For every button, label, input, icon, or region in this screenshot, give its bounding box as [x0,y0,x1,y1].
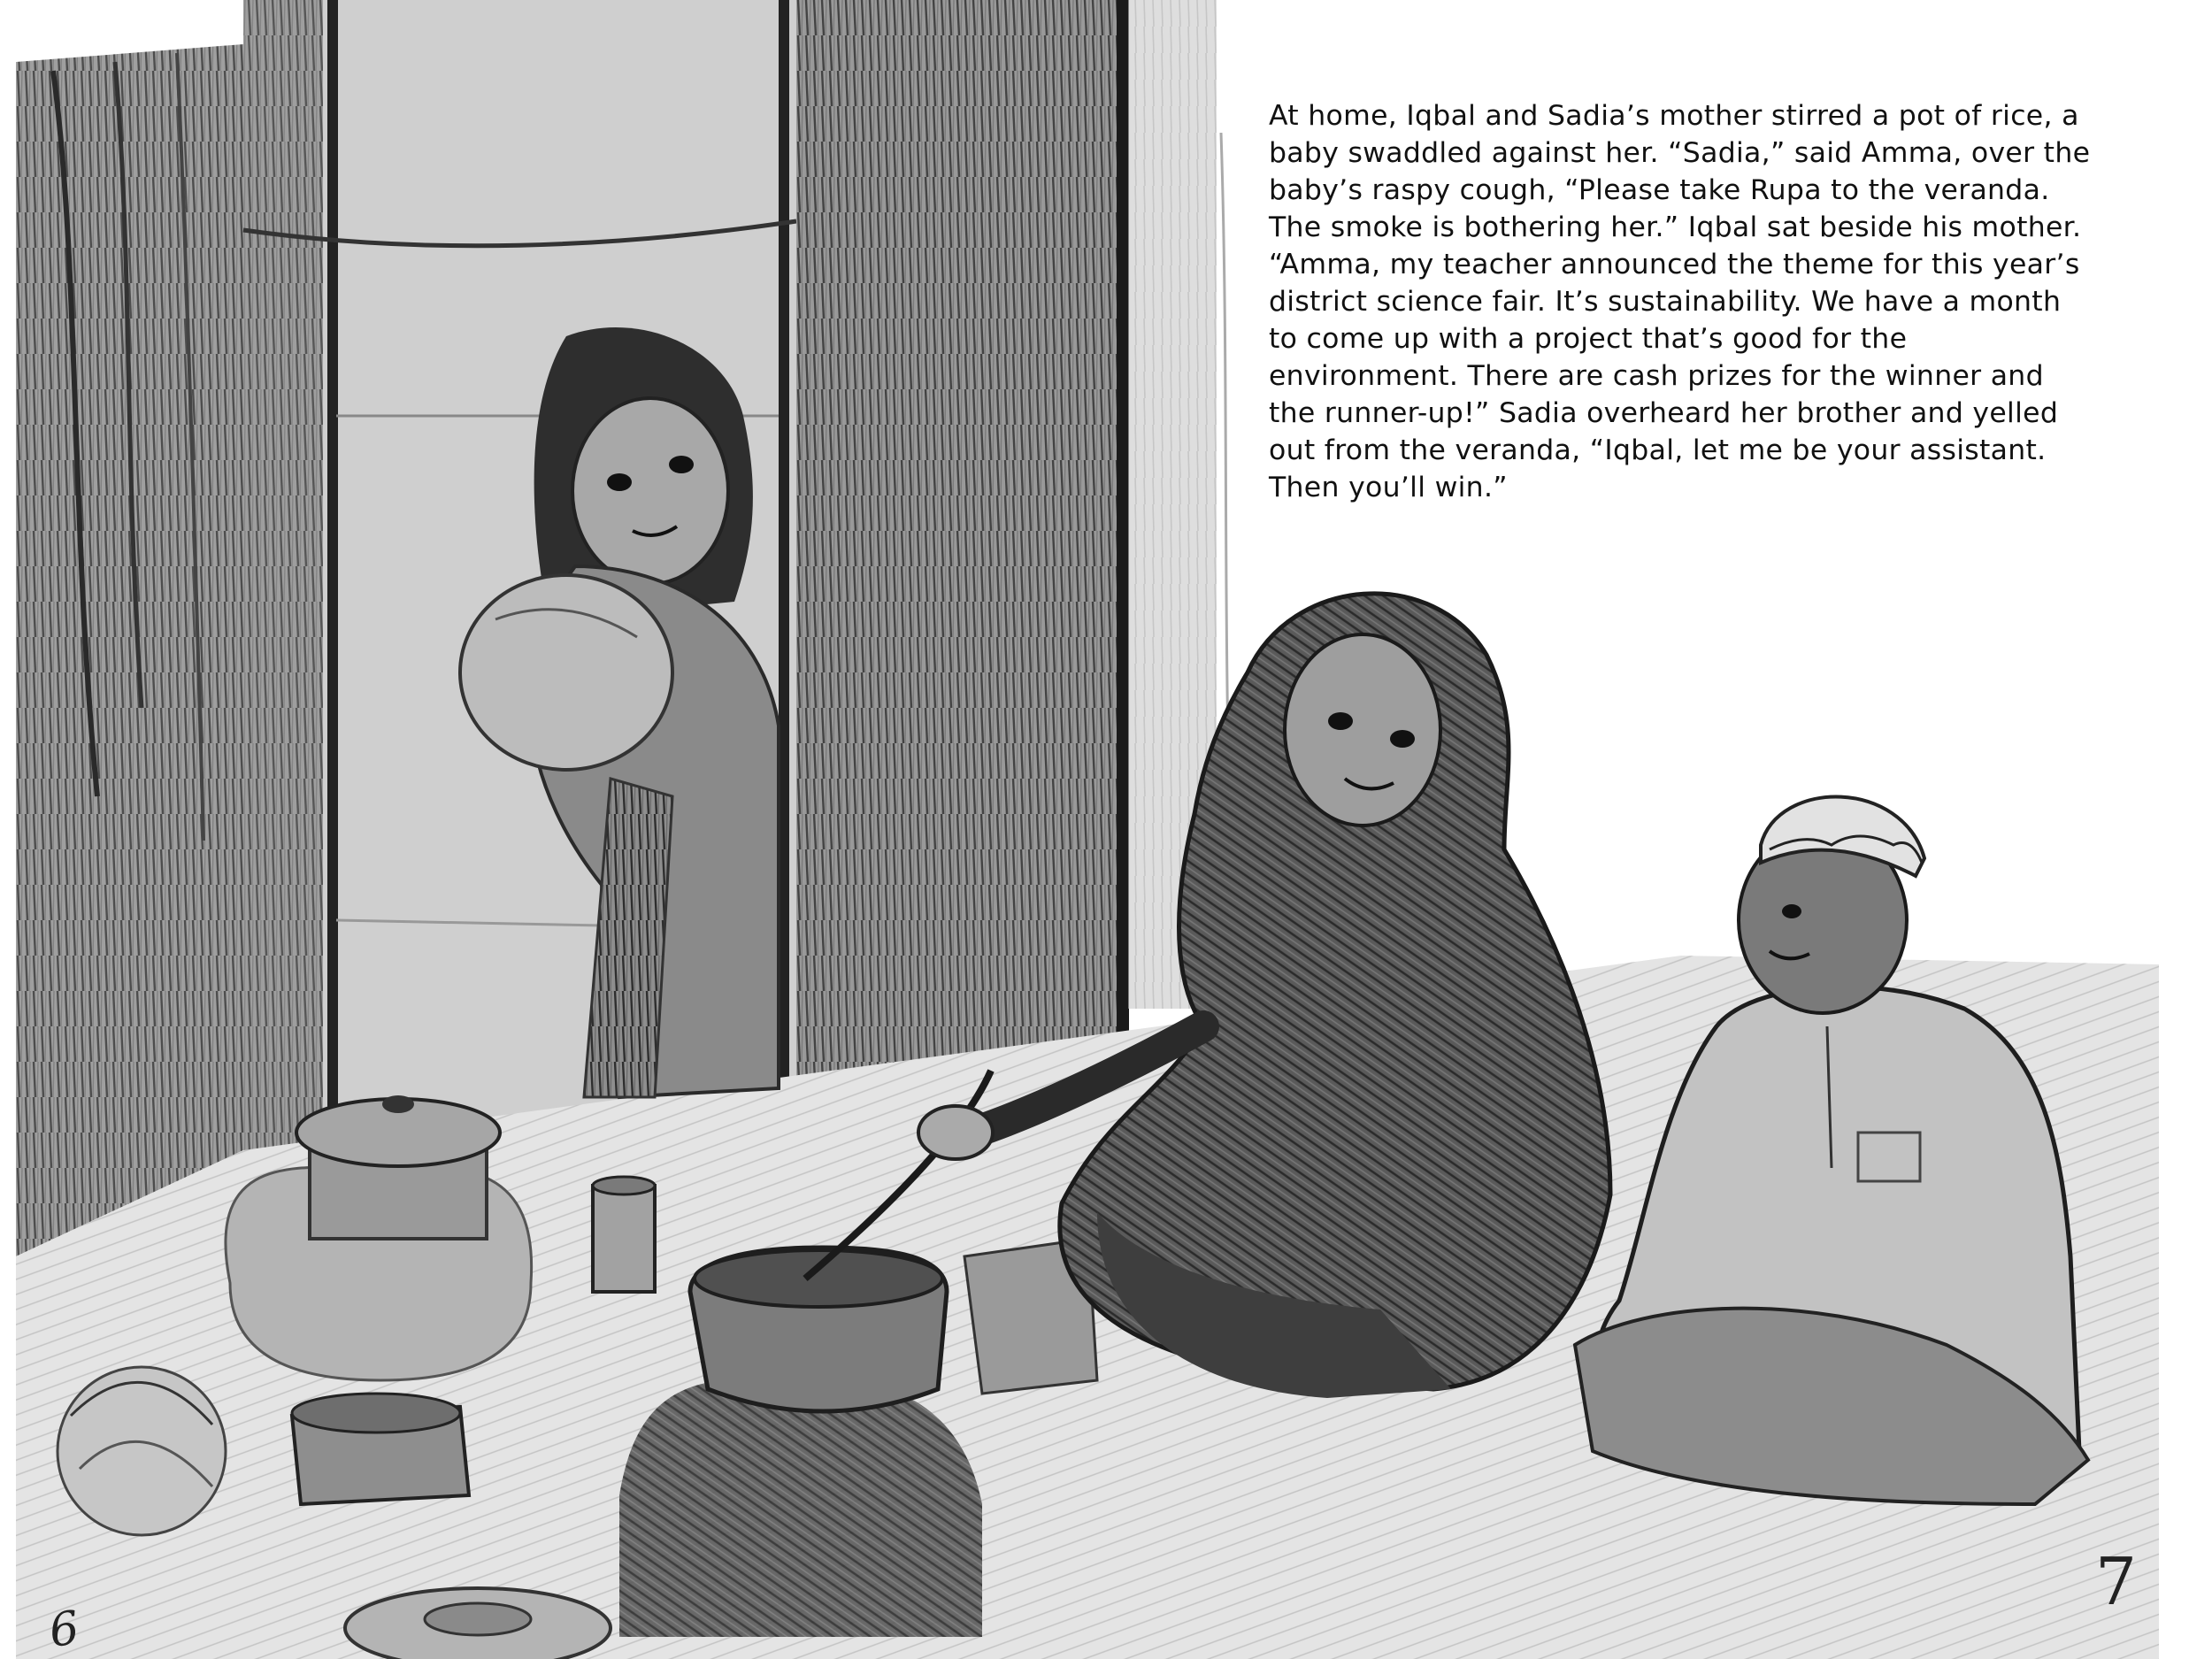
tin-cup [593,1177,655,1292]
story-text: At home, Iqbal and Sadia’s mother stirred a pot of rice, a baby swaddled against her. “Sadia,” said Amma, over the baby’s raspy cough, “Please take Rupa to the veranda. The smoke is bothering her.” Iqbal sat beside his mother. “Amma, my teacher announced the theme for this year’s district science fair. It’s sustainability. We have a month to come up with a project that’s good for the environment. There are cash prizes for the winner and the runner-up!” Sadia overheard her brother and yelled out from the veranda, “Iqbal, let me be your assistant. Then you’ll win.” [1269,100,2091,503]
frying-pan [292,1394,469,1504]
back-wall-left [16,44,243,1256]
round-tray [345,1588,611,1659]
back-wall-right [796,0,1234,1088]
woven-basket [58,1367,226,1535]
page-number-right: 7 [2095,1544,2138,1620]
page-number-left: 6 [45,1601,83,1659]
